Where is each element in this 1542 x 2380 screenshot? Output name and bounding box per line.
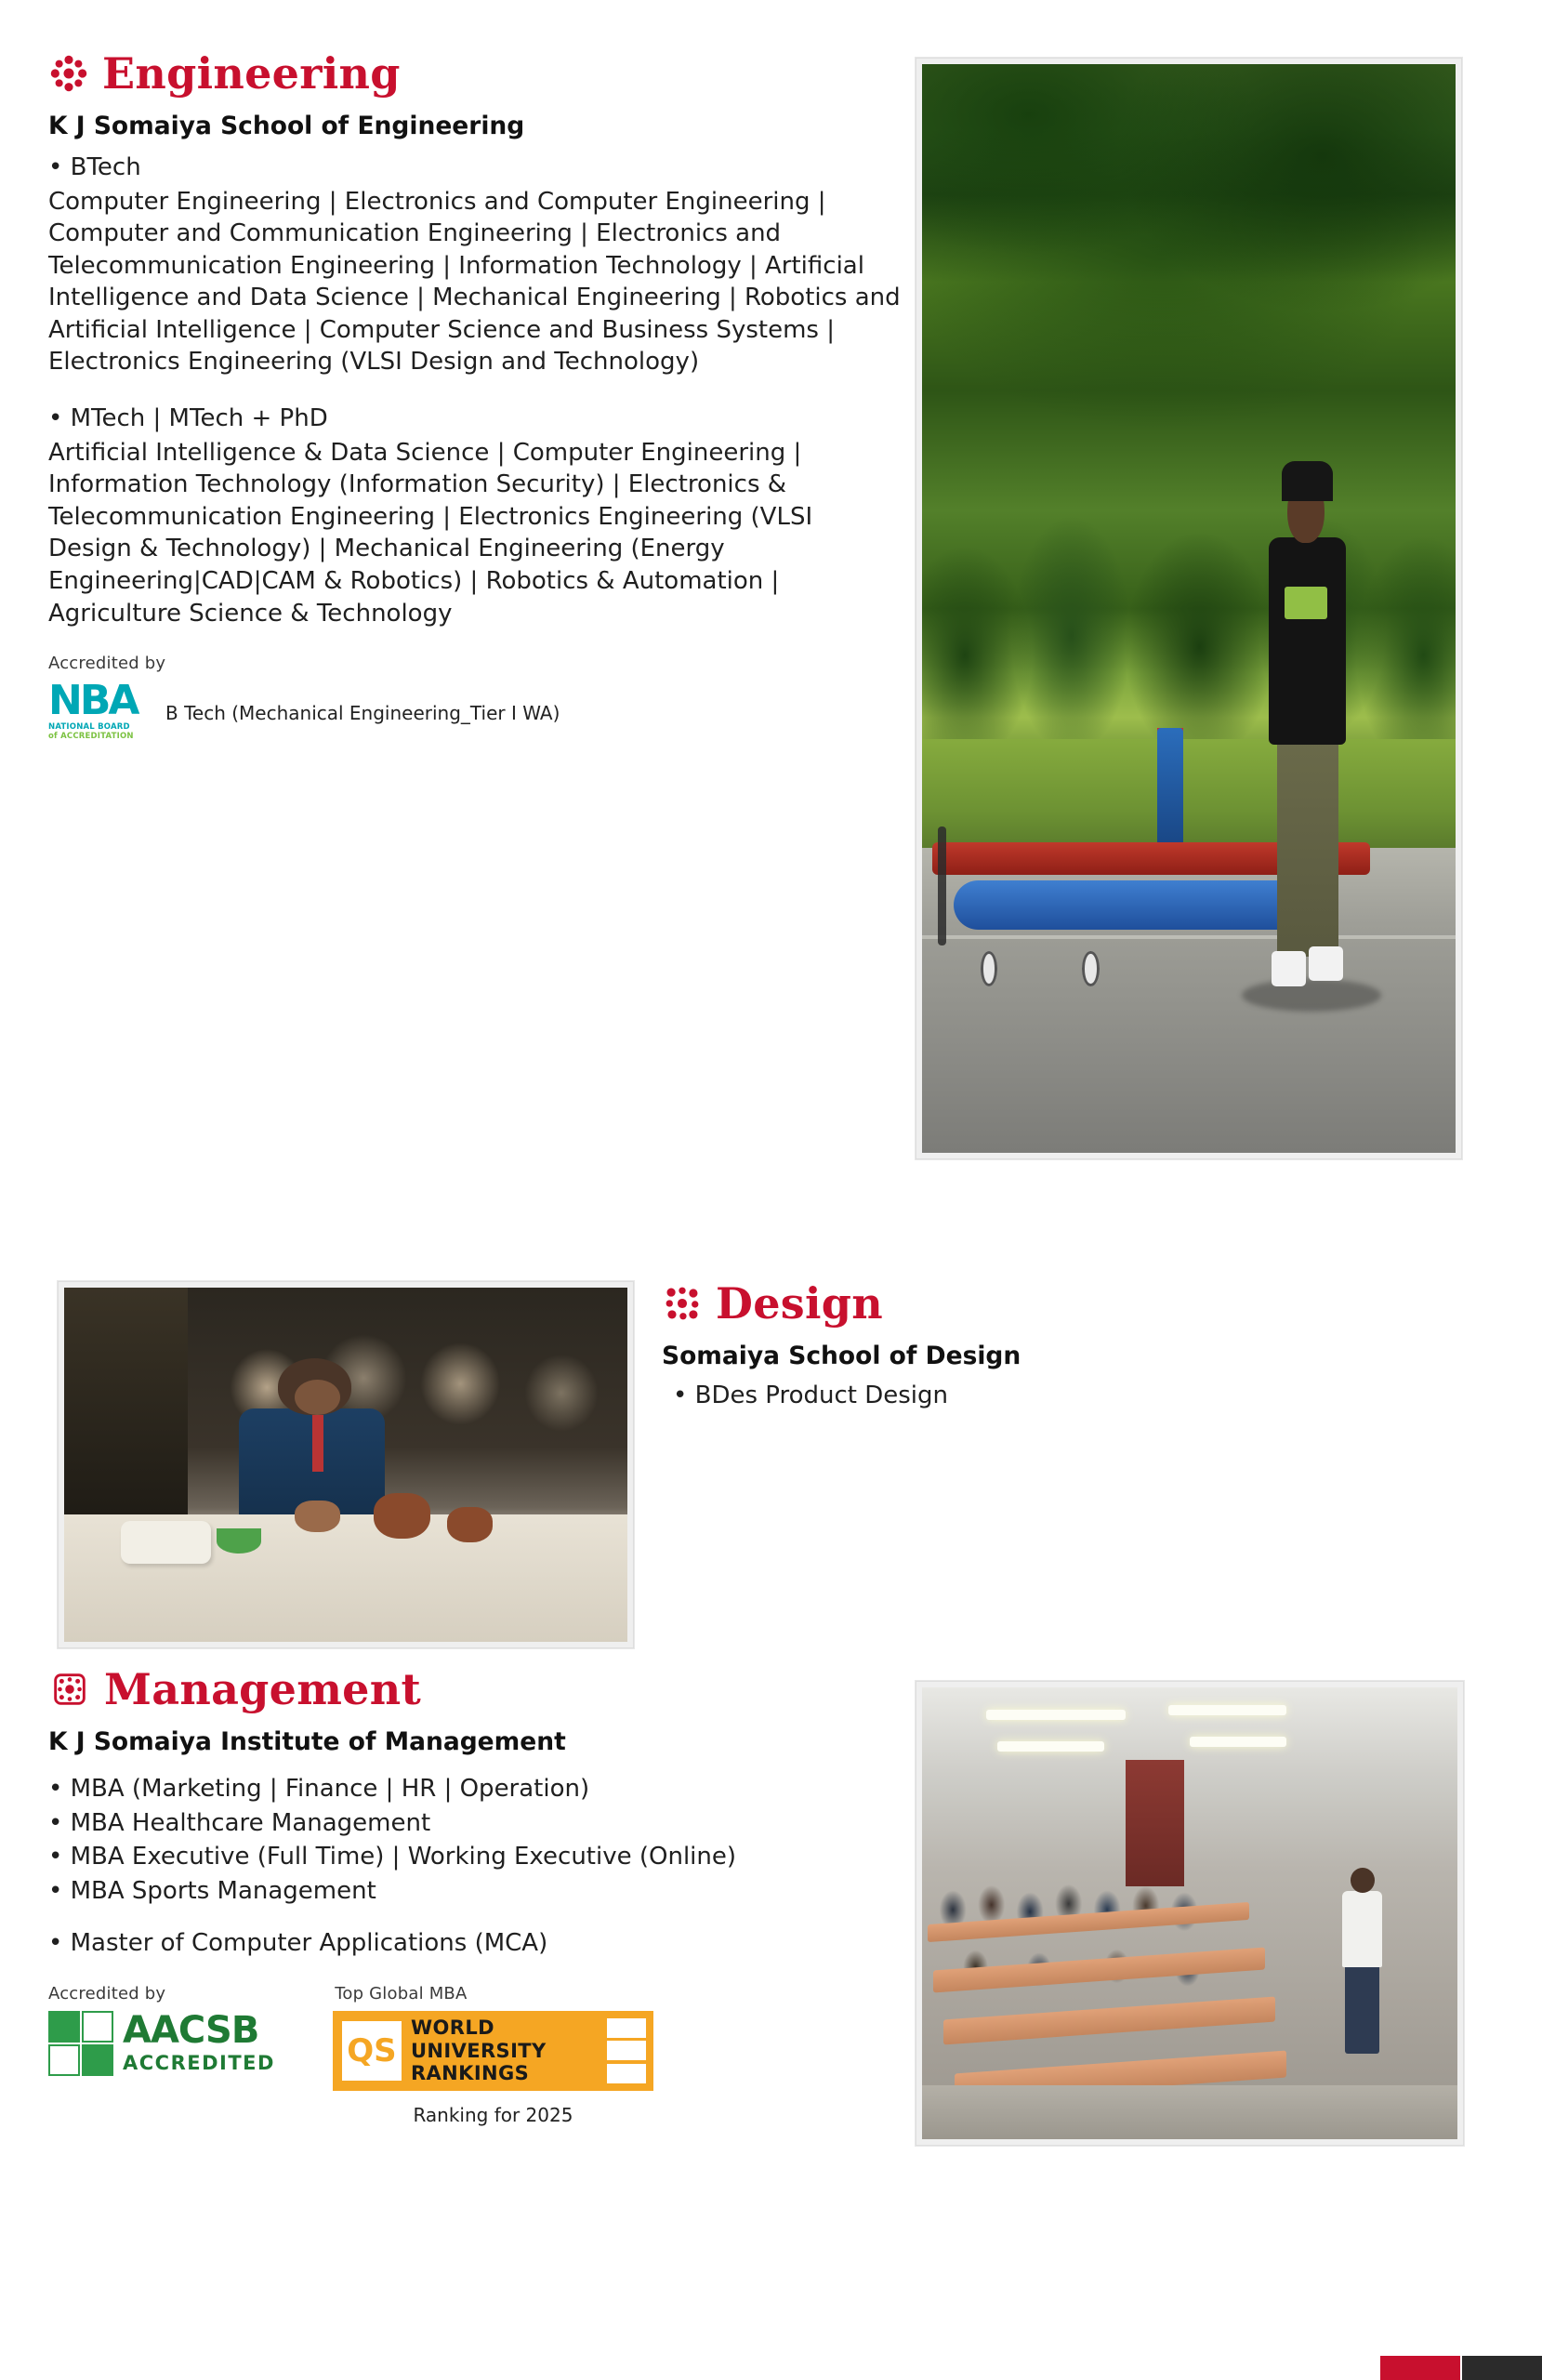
management-top-global-label: Top Global MBA xyxy=(335,1983,468,2003)
engineering-school-name: K J Somaiya School of Engineering xyxy=(48,112,525,140)
engineering-accredited-label: Accredited by xyxy=(48,654,166,674)
engineering-btech-level: • BTech xyxy=(48,153,141,181)
corner-accent-red xyxy=(1380,2356,1460,2380)
management-program-3: • MBA Executive (Full Time) | Working Executive (Online) xyxy=(48,1843,737,1871)
qs-line-1: WORLD xyxy=(410,2016,494,2039)
engineering-accreditation-row xyxy=(48,677,903,770)
qs-ranking-block xyxy=(333,2011,653,2126)
design-title: Design xyxy=(716,1278,883,1329)
management-program-4: • MBA Sports Management xyxy=(48,1876,376,1905)
engineering-mtech-detail: Artificial Intelligence & Data Science | Computer Engineering | Information Technology (Information Security) | Electronics & Telecommunication Engineering | Electronics Engineering (VLSI Design & Technology) | Mechanical Engineering (Energy Engineering|CAD|CAM & Robotics) | Robotics & Automation | Agriculture Science & Technology xyxy=(48,438,813,628)
management-heading xyxy=(48,1664,885,1714)
qs-world-university-rankings-logo xyxy=(333,2011,653,2091)
management-badge-labels xyxy=(48,1984,885,2003)
aacsb-wordmark: AACSB xyxy=(123,2009,259,2053)
management-photo xyxy=(916,1681,1464,2146)
engineering-btech-detail: Computer Engineering | Electronics and Computer Engineering | Computer and Communication Engineering | Electronics and Telecommunication Engineering | Information Technology | Artificial Intelligence and Data Science | Mechanical Engineering | Robotics and Artificial Intelligence | Computer Science and Business Systems | Electronics Engineering (VLSI Design and Technology) xyxy=(48,187,901,377)
nba-logo xyxy=(48,677,149,770)
qs-bars-icon xyxy=(607,2018,646,2083)
nba-logo-subline-2: of ACCREDITATION xyxy=(48,731,134,741)
management-gear-icon xyxy=(48,1668,91,1711)
design-program-1: • BDes Product Design xyxy=(673,1382,949,1409)
management-program-1: • MBA (Marketing | Finance | HR | Operation) xyxy=(48,1775,590,1803)
aacsb-squares-icon xyxy=(48,2011,113,2076)
design-heading xyxy=(662,1278,1294,1329)
design-photo xyxy=(58,1281,634,1648)
qs-ranking-caption: Ranking for 2025 xyxy=(413,2103,573,2126)
management-school-name: K J Somaiya Institute of Management xyxy=(48,1727,566,1756)
management-accredited-label: Accredited by xyxy=(48,1983,166,2003)
design-section xyxy=(662,1278,1294,1412)
management-program-2: • MBA Healthcare Management xyxy=(48,1808,431,1837)
qs-badge: QS xyxy=(342,2021,402,2081)
design-pattern-icon xyxy=(662,1283,703,1324)
engineering-section xyxy=(48,48,903,770)
nba-logo-mark: NBA xyxy=(48,677,138,725)
engineering-accreditation-caption: B Tech (Mechanical Engineering_Tier I WA) xyxy=(165,702,560,725)
qs-line-3: RANKINGS xyxy=(410,2062,530,2085)
aacsb-accredited-text: ACCREDITED xyxy=(123,2052,275,2075)
engineering-photo xyxy=(916,58,1462,1159)
corner-accent-dark xyxy=(1462,2356,1542,2380)
gear-flower-icon xyxy=(48,53,89,94)
engineering-heading xyxy=(48,48,903,99)
management-section xyxy=(48,1664,885,2126)
nba-logo-subline-1: NATIONAL BOARD xyxy=(48,722,130,733)
engineering-mtech-level: • MTech | MTech + PhD xyxy=(48,404,328,433)
aacsb-logo xyxy=(48,2011,275,2076)
design-school-name: Somaiya School of Design xyxy=(662,1342,1021,1370)
management-title: Management xyxy=(104,1664,422,1714)
qs-line-2: UNIVERSITY xyxy=(410,2039,547,2062)
engineering-title: Engineering xyxy=(102,48,401,99)
management-program-5: • Master of Computer Applications (MCA) xyxy=(48,1929,548,1958)
management-badges-row xyxy=(48,2011,885,2126)
